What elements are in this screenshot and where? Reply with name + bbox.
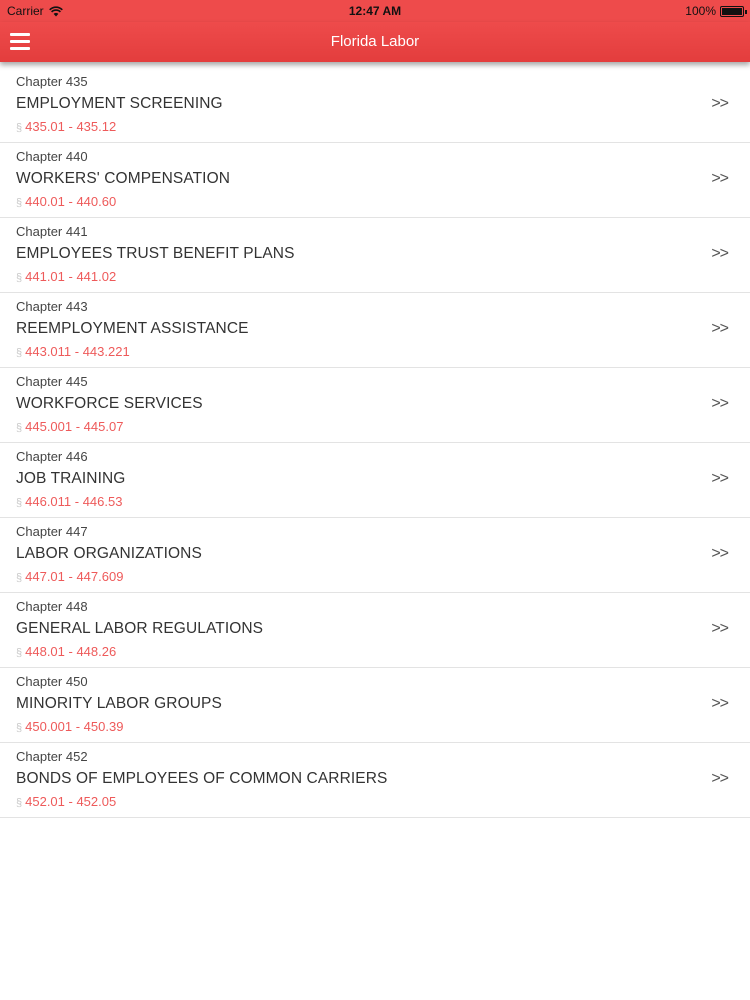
chevron-right-icon[interactable]: >> — [711, 545, 728, 562]
chapter-title: WORKFORCE SERVICES — [16, 395, 203, 412]
section-symbol: § — [16, 197, 23, 209]
chapter-number: Chapter 447 — [16, 524, 88, 539]
battery-indicator — [685, 4, 744, 18]
chevron-right-icon[interactable]: >> — [711, 620, 728, 637]
chapter-number: Chapter 446 — [16, 449, 88, 464]
chapter-title: EMPLOYMENT SCREENING — [16, 95, 223, 112]
section-range — [16, 644, 116, 659]
chapter-number: Chapter 443 — [16, 299, 88, 314]
chapter-row[interactable] — [0, 293, 750, 368]
chapter-number: Chapter 448 — [16, 599, 88, 614]
chapter-title: GENERAL LABOR REGULATIONS — [16, 620, 264, 637]
chevron-right-icon[interactable]: >> — [711, 470, 728, 487]
section-range — [16, 344, 130, 359]
section-symbol: § — [16, 422, 23, 434]
chevron-right-icon[interactable]: >> — [711, 95, 728, 112]
carrier-label: Carrier — [7, 4, 44, 18]
section-range — [16, 569, 123, 584]
chapter-row[interactable] — [0, 143, 750, 218]
section-range — [16, 719, 123, 734]
chapter-row[interactable] — [0, 593, 750, 668]
chapter-title: WORKERS' COMPENSATION — [16, 170, 231, 187]
chevron-right-icon[interactable]: >> — [711, 695, 728, 712]
chapter-list — [0, 68, 750, 818]
section-symbol: § — [16, 122, 23, 134]
chapter-number: Chapter 441 — [16, 224, 88, 239]
chapter-row[interactable] — [0, 368, 750, 443]
section-symbol: § — [16, 572, 23, 584]
chapter-number: Chapter 440 — [16, 149, 88, 164]
chapter-title: REEMPLOYMENT ASSISTANCE — [16, 320, 249, 337]
section-symbol: § — [16, 797, 23, 809]
section-range-text: 445.001 - 445.07 — [25, 419, 124, 434]
chapter-title: EMPLOYEES TRUST BENEFIT PLANS — [16, 245, 295, 262]
page-title: Florida Labor — [330, 33, 420, 50]
section-range-text: 446.011 - 446.53 — [25, 494, 123, 509]
section-range-text: 450.001 - 450.39 — [25, 719, 124, 734]
section-symbol: § — [16, 272, 23, 284]
chapter-row[interactable] — [0, 668, 750, 743]
section-range-text: 443.011 - 443.221 — [25, 344, 130, 359]
chevron-right-icon[interactable]: >> — [711, 770, 728, 787]
status-bar — [0, 0, 750, 22]
chevron-right-icon[interactable]: >> — [711, 170, 728, 187]
chapter-number: Chapter 445 — [16, 374, 88, 389]
section-range-text: 447.01 - 447.609 — [25, 569, 124, 584]
section-symbol: § — [16, 347, 23, 359]
chapter-row[interactable] — [0, 743, 750, 818]
section-symbol: § — [16, 497, 23, 509]
chapter-row[interactable] — [0, 68, 750, 143]
section-range-text: 435.01 - 435.12 — [25, 119, 117, 134]
section-symbol: § — [16, 647, 23, 659]
section-range-text: 440.01 - 440.60 — [25, 194, 117, 209]
chapter-title: JOB TRAINING — [16, 470, 126, 487]
section-range — [16, 494, 122, 509]
chevron-right-icon[interactable]: >> — [711, 245, 728, 262]
section-range-text: 448.01 - 448.26 — [25, 644, 117, 659]
section-range — [16, 269, 116, 284]
section-range-text: 441.01 - 441.02 — [25, 269, 117, 284]
chapter-row[interactable] — [0, 443, 750, 518]
section-range-text: 452.01 - 452.05 — [25, 794, 117, 809]
chapter-row[interactable] — [0, 518, 750, 593]
chapter-number: Chapter 435 — [16, 74, 88, 89]
chevron-right-icon[interactable]: >> — [711, 395, 728, 412]
section-range — [16, 119, 116, 134]
chapter-title: LABOR ORGANIZATIONS — [16, 545, 202, 562]
section-range — [16, 419, 123, 434]
battery-percent: 100% — [685, 4, 716, 18]
section-range — [16, 194, 116, 209]
chapter-title: MINORITY LABOR GROUPS — [16, 695, 222, 712]
status-time: 12:47 AM — [348, 4, 402, 18]
section-symbol: § — [16, 722, 23, 734]
chapter-title: BONDS OF EMPLOYEES OF COMMON CARRIERS — [16, 770, 388, 787]
nav-bar — [0, 22, 750, 62]
section-range — [16, 794, 116, 809]
chapter-number: Chapter 450 — [16, 674, 88, 689]
battery-icon — [720, 6, 744, 17]
chapter-row[interactable] — [0, 218, 750, 293]
chapter-number: Chapter 452 — [16, 749, 88, 764]
chevron-right-icon[interactable]: >> — [711, 320, 728, 337]
